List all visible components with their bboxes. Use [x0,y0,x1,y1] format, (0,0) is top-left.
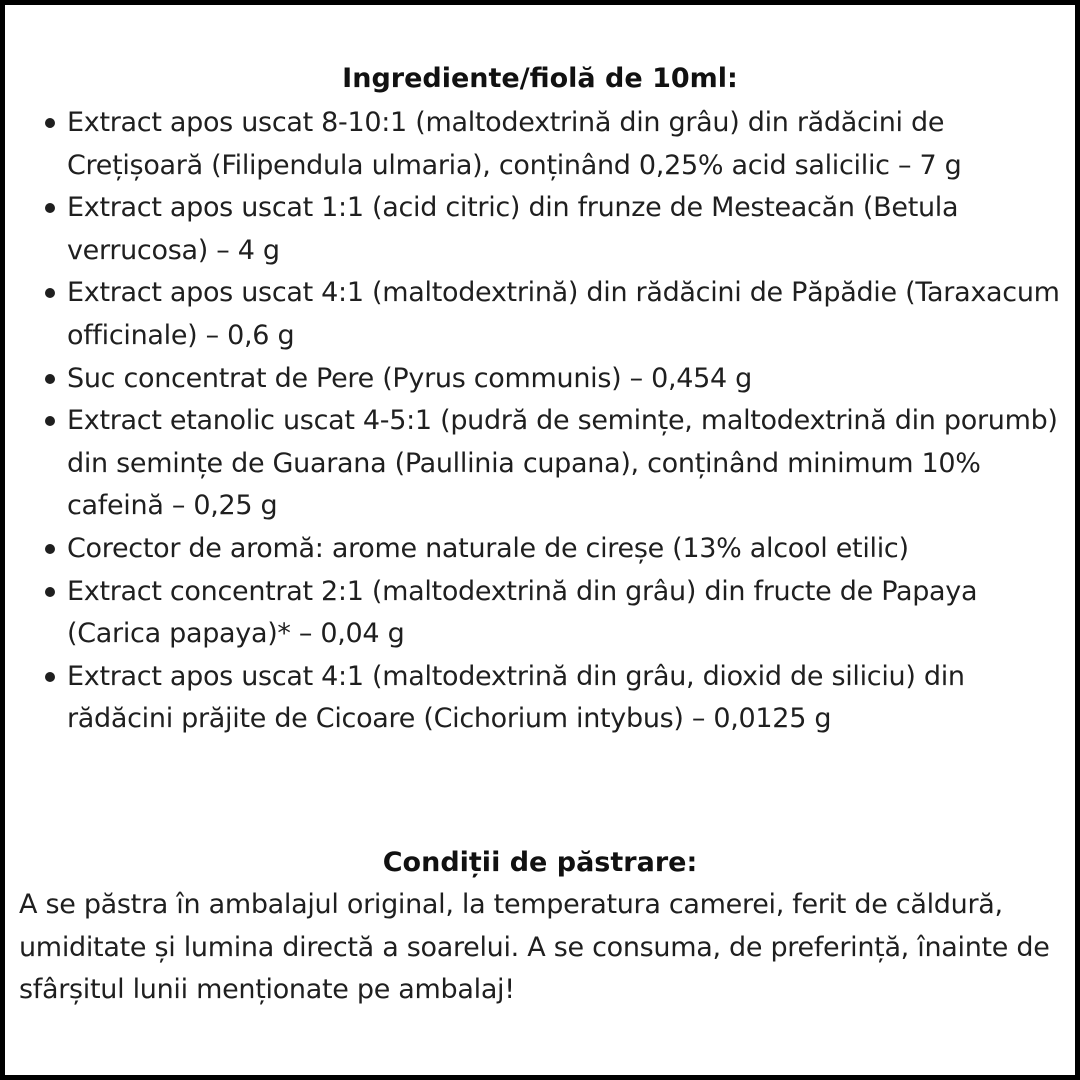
ingredient-text: Extract etanolic uscat 4-5:1 (pudră de semințe, maltodextrină din porumb) din semințe de Guarana (Paullinia cupana), conținând minimum 10% cafeină – 0,25 g [67,405,1058,522]
ingredient-item [67,272,1075,357]
ingredient-item [67,358,1075,401]
ingredient-item [67,571,1075,656]
ingredient-item [67,187,1075,272]
ingredient-text: Extract apos uscat 4:1 (maltodextrină din grâu, dioxid de siliciu) din rădăcini prăjite de Cicoare (Cichorium intybus) – 0,0125 g [67,660,965,735]
ingredient-item [67,102,1075,187]
bullet-icon [45,203,55,213]
bullet-icon [45,544,55,554]
ingredient-item [67,528,1075,571]
bullet-icon [45,118,55,128]
bullet-icon [45,672,55,682]
storage-heading: Condiții de păstrare: [382,847,698,878]
ingredient-text: Corector de aromă: arome naturale de cireșe (13% alcool etilic) [67,532,909,564]
storage-text: A se păstra în ambalajul original, la temperatura camerei, ferit de căldură, umiditate și lumina directă a soarelui. A se consuma, de preferință, înainte de sfârșitul lunii menționate pe ambalaj! [19,889,1050,1006]
bullet-icon [45,374,55,384]
ingredient-text: Extract concentrat 2:1 (maltodextrină din grâu) din fructe de Papaya (Carica papaya)* – 0,04 g [67,575,978,650]
bullet-icon [45,587,55,597]
ingredient-text: Extract apos uscat 1:1 (acid citric) din frunze de Mesteacăn (Betula verrucosa) – 4 g [67,192,959,266]
ingredient-text: Extract apos uscat 8-10:1 (maltodextrină din grâu) din rădăcini de Crețișoară (Filipendula ulmaria), conținând 0,25% acid salicilic – 7 g [67,107,962,181]
bullet-icon [45,416,55,426]
ingredients-heading: Ingrediente/fiolă de 10ml: [342,63,738,94]
ingredient-text: Extract apos uscat 4:1 (maltodextrină) din rădăcini de Păpădie (Taraxacum officinale) – 0,6 g [67,277,1060,351]
ingredients-list [5,102,1075,741]
bullet-icon [45,288,55,298]
ingredient-item [67,656,1075,741]
ingredient-text: Suc concentrat de Pere (Pyrus communis) – 0,454 g [67,362,753,394]
ingredient-item [67,400,1075,528]
